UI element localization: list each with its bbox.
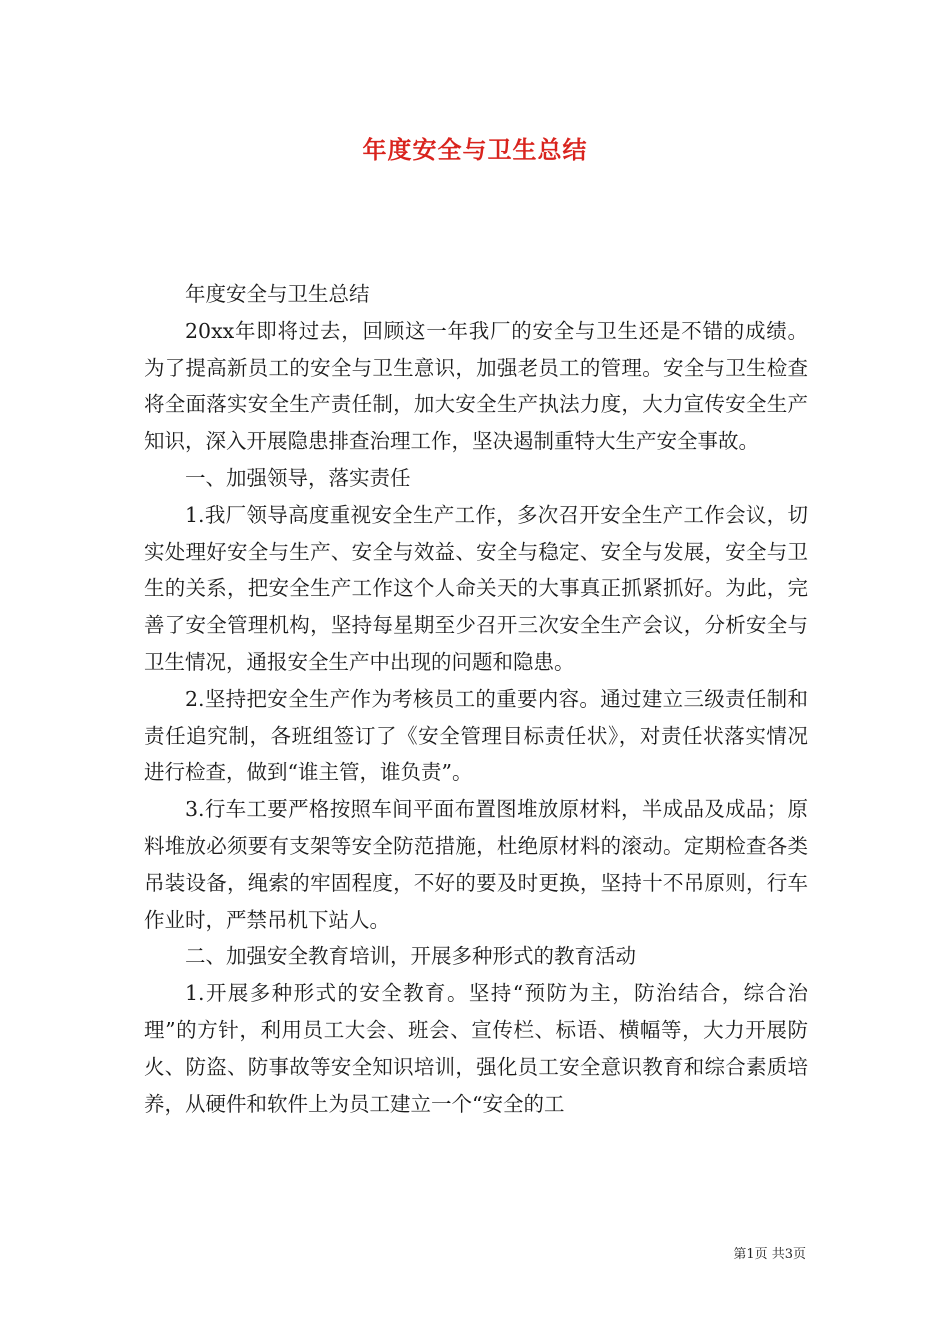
- page-number: 第1页 共3页: [733, 1247, 806, 1262]
- paragraph-2-1: 1.开展多种形式的安全教育。坚持“预防为主，防治结合，综合治理”的方针，利用员工大会、班会、宣传栏、标语、横幅等，大力开展防火、防盗、防事故等安全知识培训，强化员工安全意识教育和综合素质培养，从硬件和软件上为员工建立一个“安全的工: [144, 981, 808, 1116]
- paragraph-heading: 年度安全与卫生总结: [185, 282, 370, 306]
- document-body: [144, 276, 808, 1122]
- paragraph-1-1: 1.我厂领导高度重视安全生产工作，多次召开安全生产工作会议，切实处理好安全与生产、安全与效益、安全与稳定、安全与发展，安全与卫生的关系，把安全生产工作这个人命关天的大事真正抓紧抓好。为此，完善了安全管理机构，坚持每星期至少召开三次安全生产会议，分析安全与卫生情况，通报安全生产中出现的问题和隐患。: [144, 502, 808, 674]
- section-heading-2: 二、加强安全教育培训，开展多种形式的教育活动: [185, 944, 636, 969]
- paragraph-1-3: 3.行车工要严格按照车间平面布置图堆放原材料，半成品及成品；原料堆放必须要有支架等安全防范措施，杜绝原材料的滚动。定期检查各类吊装设备，绳索的牢固程度，不好的要及时更换，坚持十不吊原则，行车作业时，严禁吊机下站人。: [144, 797, 808, 932]
- document-title: 年度安全与卫生总结: [362, 136, 588, 164]
- paragraph-intro: 20xx年即将过去，回顾这一年我厂的安全与卫生还是不错的成绩。为了提高新员工的安全与卫生意识，加强老员工的管理。安全与卫生检查将全面落实安全生产责任制，加大安全生产执法力度，大力宣传安全生产知识，深入开展隐患排查治理工作，坚决遏制重特大生产安全事故。: [144, 318, 808, 454]
- section-heading-1: 一、加强领导，落实责任: [185, 465, 411, 490]
- paragraph-1-2: 2.坚持把安全生产作为考核员工的重要内容。通过建立三级责任制和责任追究制，各班组签订了《安全管理目标责任状》，对责任状落实情况进行检查，做到“谁主管，谁负责”。: [144, 686, 808, 785]
